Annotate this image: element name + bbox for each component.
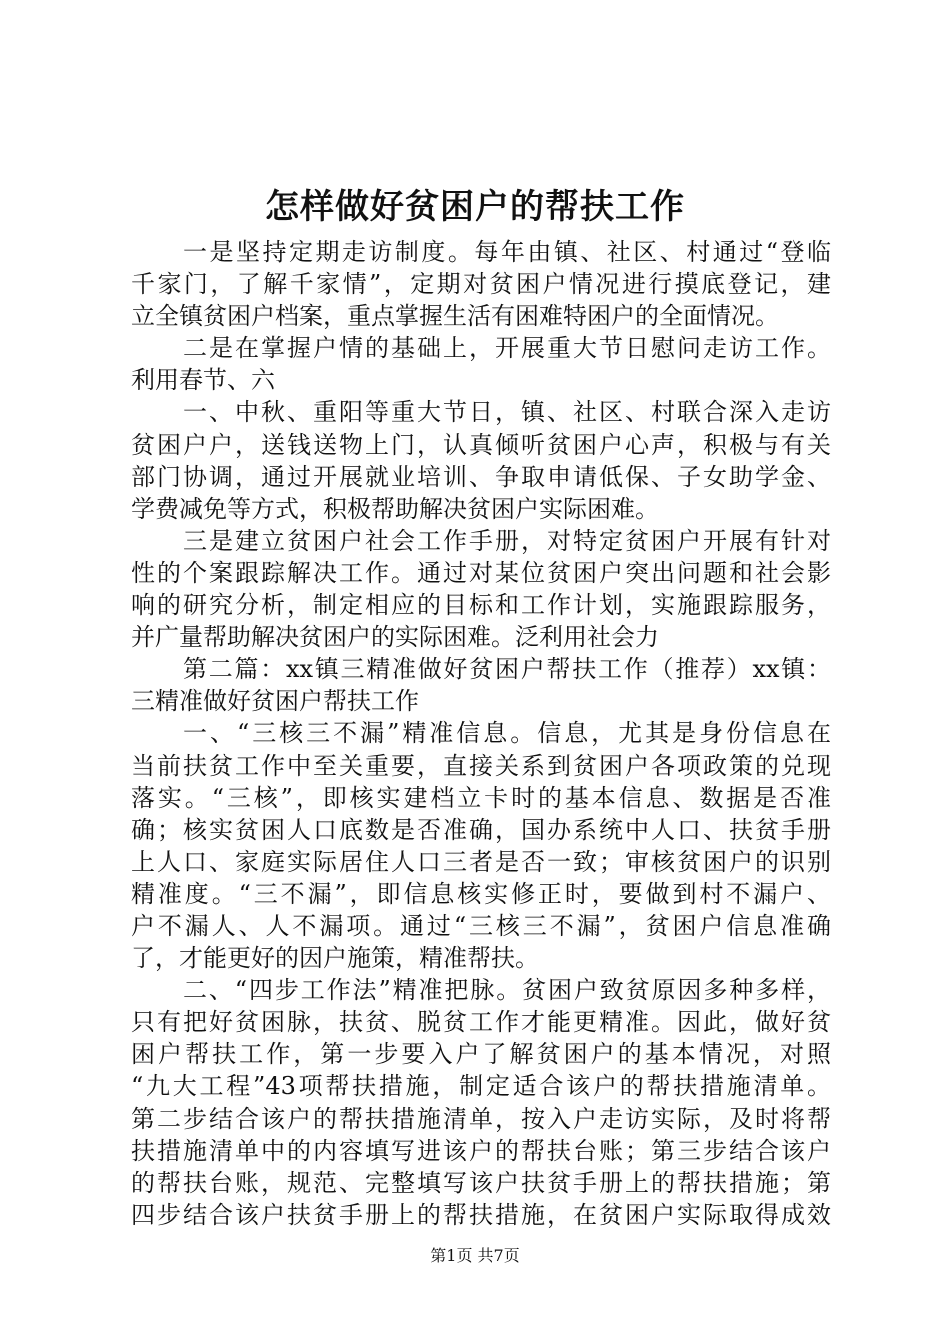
text-line: 一、中秋、重阳等重大节日，镇、社区、村联合深入走访 <box>183 398 831 427</box>
text-line: 一是坚持定期走访制度。每年由镇、社区、村通过“登临 <box>183 238 831 266</box>
text-line: 了，才能更好的因户施策，精准帮扶。 <box>131 944 539 973</box>
text-line: 当前扶贫工作中至关重要，直接关系到贫困户各项政策的兑现 <box>131 751 831 780</box>
text-line: 部门协调，通过开展就业培训、争取申请低保、子女助学金、 <box>131 462 831 491</box>
text-line: 立全镇贫困户档案，重点掌握生活有困难特困户的全面情况。 <box>131 302 779 331</box>
document-body <box>131 236 831 1231</box>
document-title: 怎样做好贫困户的帮扶工作 <box>265 187 685 227</box>
text-line: 三精准做好贫困户帮扶工作 <box>131 687 419 716</box>
text-line: 贫困户户，送钱送物上门，认真倾听贫困户心声，积极与有关 <box>131 430 831 459</box>
text-line: “九大工程”43项帮扶措施，制定适合该户的帮扶措施清单。 <box>131 1072 831 1101</box>
text-line: 千家门，了解千家情”，定期对贫困户情况进行摸底登记，建 <box>131 270 831 299</box>
text-line: 二是在掌握户情的基础上，开展重大节日慰问走访工作。 <box>183 334 831 363</box>
text-line: 第二篇：xx镇三精准做好贫困户帮扶工作（推荐）xx镇： <box>183 655 831 684</box>
text-line: 并广量帮助解决贫困户的实际困难。泛利用社会力 <box>131 623 659 652</box>
page-footer: 第1页 共7页 <box>430 1246 520 1265</box>
text-line: 第二步结合该户的帮扶措施清单，按入户走访实际，及时将帮 <box>131 1104 831 1133</box>
text-line: 困户帮扶工作，第一步要入户了解贫困户的基本情况，对照 <box>131 1040 831 1069</box>
text-line: 学费减免等方式，积极帮助解决贫困户实际困难。 <box>131 494 659 523</box>
text-line: 户不漏人、人不漏项。通过“三核三不漏”，贫困户信息准确 <box>131 911 831 940</box>
text-line: 落实。“三核”，即核实建档立卡时的基本信息、数据是否准 <box>131 783 831 812</box>
text-line: 精准度。“三不漏”，即信息核实修正时，要做到村不漏户、 <box>131 879 831 908</box>
text-line: 性的个案跟踪解决工作。通过对某位贫困户突出问题和社会影 <box>131 558 831 587</box>
text-line: 的帮扶台账，规范、完整填写该户扶贫手册上的帮扶措施；第 <box>131 1168 831 1197</box>
text-line: 二、“四步工作法”精准把脉。贫困户致贫原因多种多样， <box>183 976 831 1005</box>
text-line: 响的研究分析，制定相应的目标和工作计划，实施跟踪服务， <box>131 591 831 620</box>
text-line: 扶措施清单中的内容填写进该户的帮扶台账；第三步结合该户 <box>131 1136 831 1165</box>
text-line: 确；核实贫困人口底数是否准确，国办系统中人口、扶贫手册 <box>131 815 831 844</box>
text-line: 三是建立贫困户社会工作手册，对特定贫困户开展有针对 <box>183 526 831 555</box>
text-line: 一、“三核三不漏”精准信息。信息，尤其是身份信息在 <box>183 719 831 748</box>
text-line: 上人口、家庭实际居住人口三者是否一致；审核贫困户的识别 <box>131 847 831 876</box>
text-line: 只有把好贫困脉，扶贫、脱贫工作才能更精准。因此，做好贫 <box>131 1008 831 1037</box>
text-line: 利用春节、六 <box>131 366 275 395</box>
text-line: 四步结合该户扶贫手册上的帮扶措施，在贫困户实际取得成效 <box>131 1200 831 1229</box>
